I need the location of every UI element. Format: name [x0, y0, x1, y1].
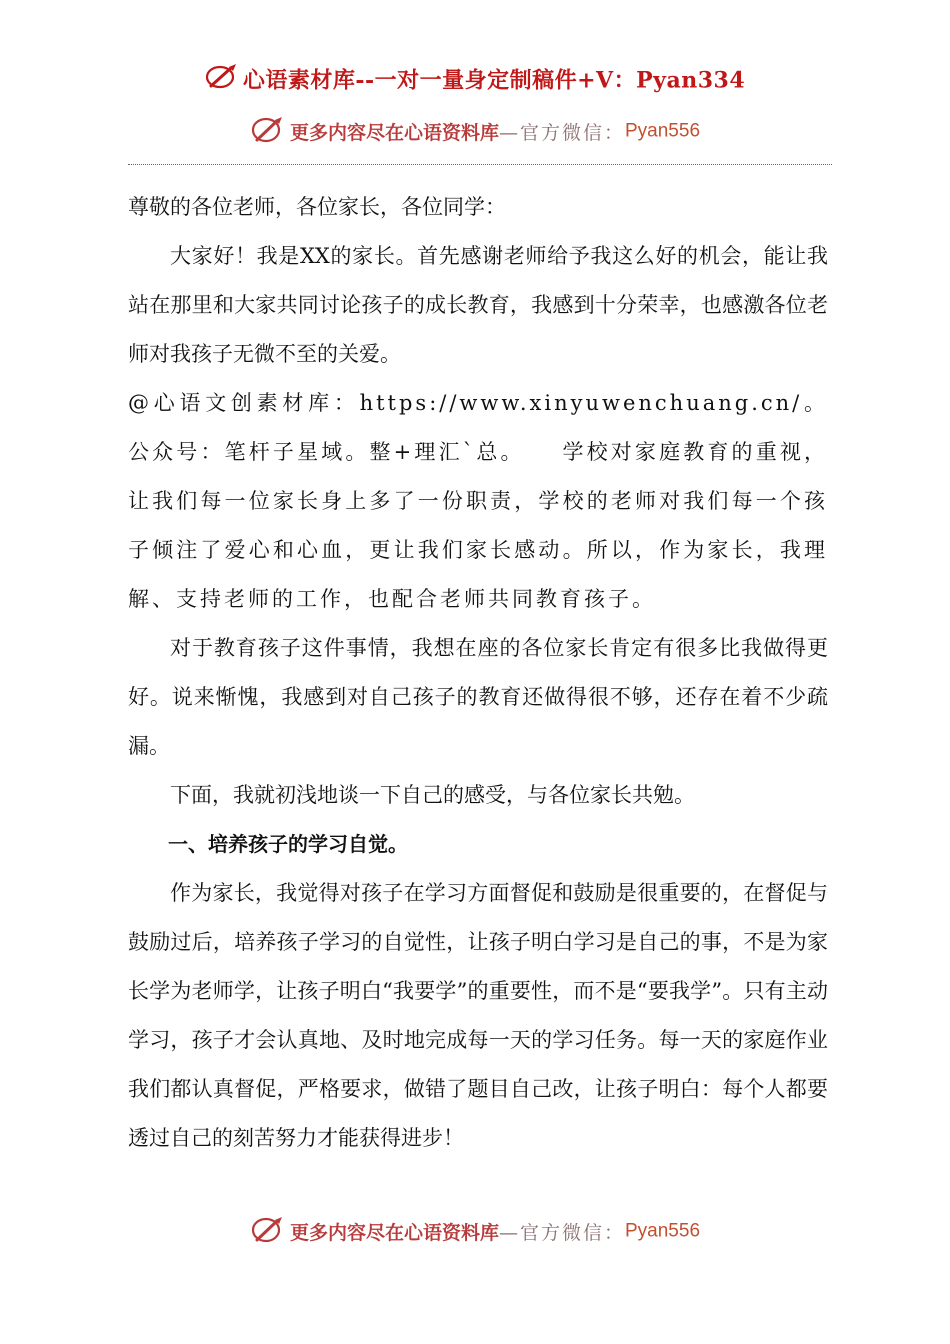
- header-title: 心语素材库--一对一量身定制稿件+V：Pyan334: [242, 67, 746, 94]
- pen-logo-icon: [250, 1214, 284, 1249]
- banner-wechat-id: Pyan556: [625, 1220, 701, 1242]
- banner-text: 更多内容尽在心语资料库: [289, 122, 499, 144]
- paragraph: 对于教育孩子这件事情，我想在座的各位家长肯定有很多比我做得更好。说来惭愧，我感到对自己孩子的教育还做得很不够，还存在着不少疏漏。: [128, 636, 828, 758]
- section-heading: 一、培养孩子的学习自觉。: [168, 832, 408, 856]
- header-title-row: [0, 62, 950, 96]
- top-banner: [0, 114, 950, 149]
- banner-wechat-id: Pyan556: [625, 120, 701, 142]
- header-divider: [128, 164, 832, 165]
- paragraph-watermark: @心语文创素材库：https://www.xinyuwenchuang.cn/。公众号：笔杆子星域。整+理汇`总。 学校对家庭教育的重视，让我们每一位家长身上多了一份职责，学校的老师对我们每一个孩子倾注了爱心和心血，更让我们家长感动。所以，作为家长，我理解、支持老师的工作，也配合老师共同教育孩子。: [128, 391, 828, 611]
- pen-logo-icon: [250, 114, 284, 149]
- banner-wechat-label: —官方微信：: [498, 122, 625, 144]
- document-body: [128, 183, 828, 1163]
- paragraph: 大家好！我是XX的家长。首先感谢老师给予我这么好的机会，能让我站在那里和大家共同讨论孩子的成长教育，我感到十分荣幸，也感激各位老师对我孩子无微不至的关爱。: [128, 244, 828, 366]
- banner-wechat-label: —官方微信：: [498, 1222, 625, 1244]
- banner-text: 更多内容尽在心语资料库: [289, 1222, 499, 1244]
- paragraph: 下面，我就初浅地谈一下自己的感受，与各位家长共勉。: [170, 783, 695, 807]
- pen-logo-icon: [205, 62, 239, 96]
- greeting: 尊敬的各位老师，各位家长，各位同学：: [128, 195, 506, 219]
- bottom-banner: [0, 1214, 950, 1249]
- paragraph: 作为家长，我觉得对孩子在学习方面督促和鼓励是很重要的，在督促与鼓励过后，培养孩子学习的自觉性，让孩子明白学习是自己的事，不是为家长学为老师学，让孩子明白“我要学”的重要性，而不是“要我学”。只有主动学习，孩子才会认真地、及时地完成每一天的学习任务。每一天的家庭作业我们都认真督促，严格要求，做错了题目自己改，让孩子明白：每个人都要透过自己的刻苦努力才能获得进步！: [128, 881, 828, 1150]
